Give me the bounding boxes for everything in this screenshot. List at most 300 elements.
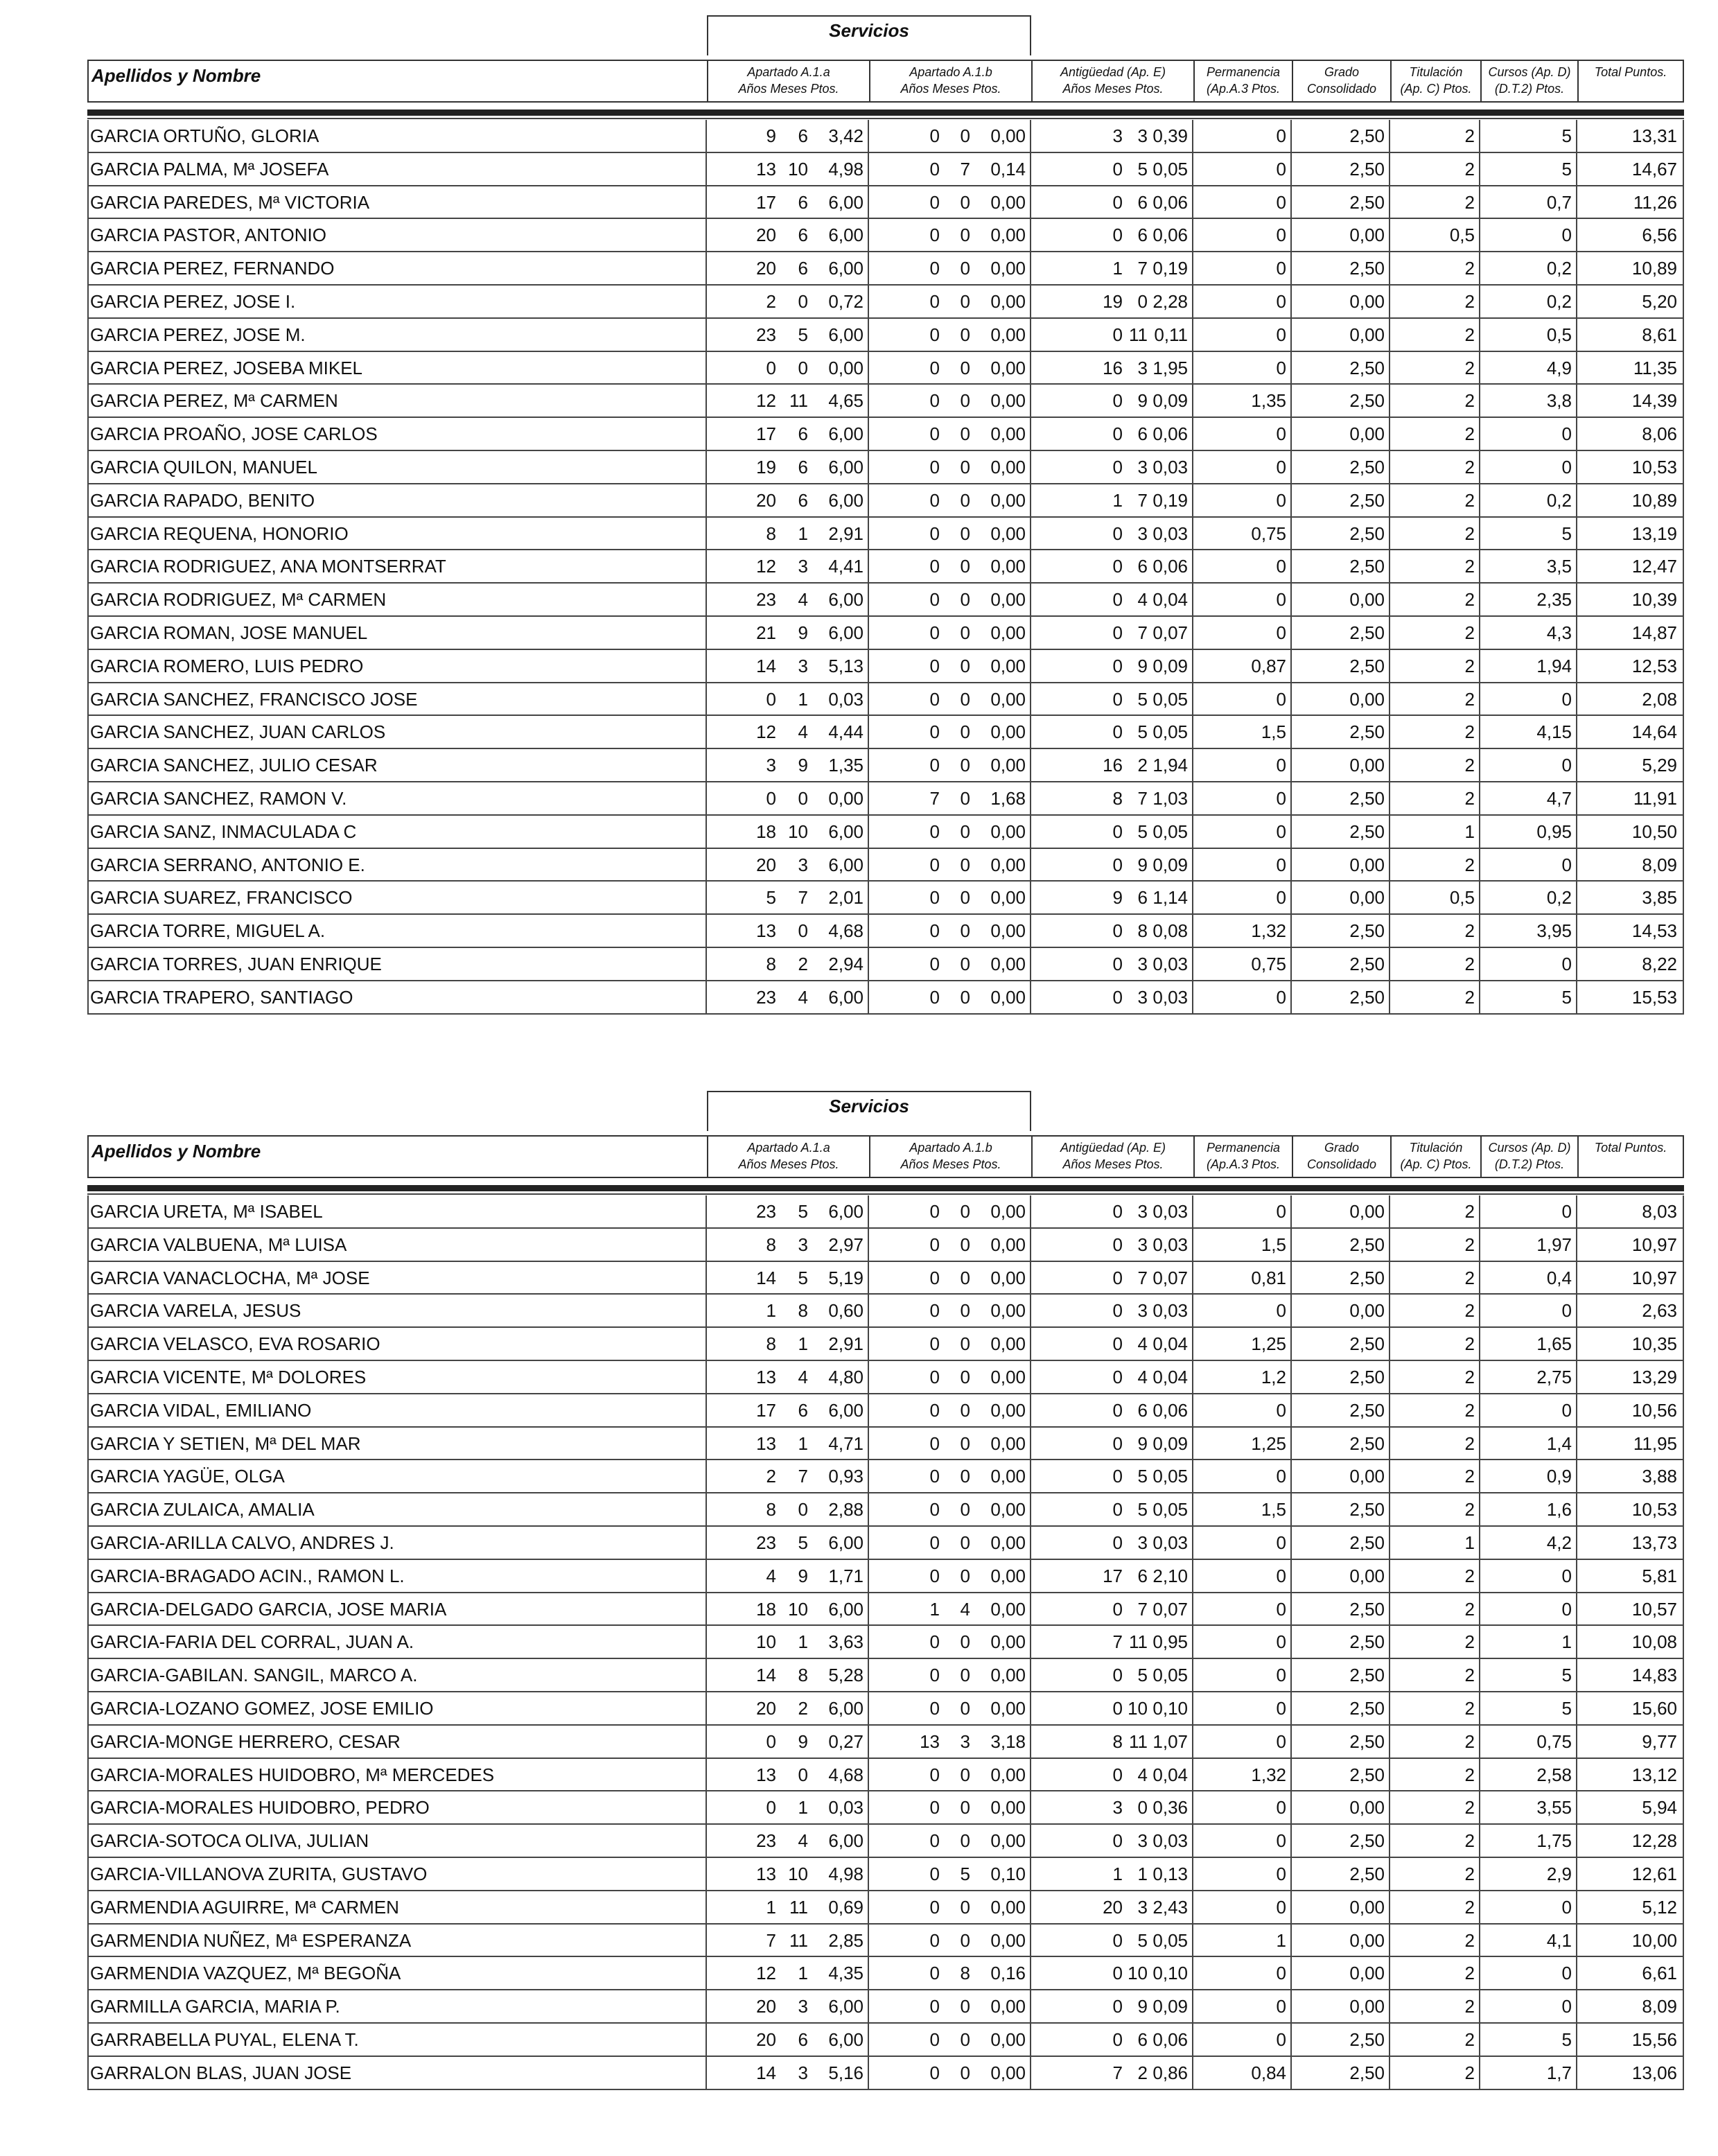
cell-a1b-ptos: 3,18 [990, 1730, 1026, 1752]
column-separator [868, 1262, 869, 1294]
cell-ant-meses: 3 [1137, 456, 1148, 477]
cell-name: GARCIA URETA, Mª ISABEL [90, 1201, 323, 1222]
column-separator [1290, 882, 1292, 913]
cell-cursos: 0,2 [1546, 258, 1572, 279]
cell-name: GARCIA SUAREZ, FRANCISCO [90, 887, 353, 909]
cell-name: GARCIA-MONGE HERRERO, CESAR [90, 1730, 401, 1752]
cell-a1b-meses: 0 [960, 1631, 970, 1653]
column-separator [1192, 1295, 1193, 1326]
cell-a1b-meses: 0 [960, 589, 970, 611]
cell-permanencia: 1,35 [1251, 390, 1286, 412]
column-separator [868, 1428, 869, 1460]
cell-a1b-anos: 0 [929, 589, 940, 611]
column-separator [1192, 1659, 1193, 1691]
column-separator [1030, 186, 1031, 218]
cell-cursos: 0,75 [1536, 1730, 1572, 1752]
cell-a1a-anos: 13 [756, 1863, 776, 1884]
table-row [87, 1262, 1684, 1295]
cell-cursos: 0,9 [1546, 1466, 1572, 1487]
cell-grado: 2,50 [1349, 655, 1385, 676]
column-separator [1192, 120, 1193, 152]
cell-ant-anos: 3 [1112, 125, 1123, 146]
column-separator [1030, 1925, 1031, 1956]
cell-a1a-ptos: 4,65 [828, 390, 864, 412]
column-separator [868, 319, 869, 351]
cell-titulacion: 2 [1464, 1631, 1475, 1653]
cell-a1a-ptos: 6,00 [828, 986, 864, 1008]
column-separator [1192, 1825, 1193, 1857]
column-separator [1030, 1791, 1031, 1823]
column-separator [1192, 650, 1193, 682]
cell-a1b-anos: 0 [929, 258, 940, 279]
column-separator [1192, 1626, 1193, 1658]
column-separator [868, 683, 869, 715]
column-separator [1479, 451, 1480, 483]
cell-name: GARCIA ZULAICA, AMALIA [90, 1499, 315, 1520]
column-separator [1389, 981, 1390, 1013]
cell-ant-anos: 0 [1112, 1665, 1123, 1686]
column-separator [705, 1527, 707, 1559]
column-separator [705, 1394, 707, 1426]
cell-total: 12,53 [1631, 655, 1677, 676]
column-separator [1030, 286, 1031, 317]
cell-titulacion: 2 [1464, 1863, 1475, 1884]
cell-ant-anos: 8 [1112, 787, 1123, 809]
cell-a1a-ptos: 2,94 [828, 953, 864, 974]
cell-a1a-meses: 7 [798, 887, 808, 909]
cell-titulacion: 0,5 [1449, 225, 1475, 246]
cell-a1b-anos: 0 [929, 1863, 940, 1884]
column-separator [1192, 1428, 1193, 1460]
cell-a1b-ptos: 0,00 [990, 1929, 1026, 1951]
cell-titulacion: 2 [1464, 290, 1475, 312]
cell-name: GARCIA VICENTE, Mª DOLORES [90, 1366, 367, 1387]
cell-cursos: 0,5 [1546, 324, 1572, 345]
cell-ant-meses: 3 [1137, 357, 1148, 378]
cell-a1a-ptos: 5,16 [828, 2062, 864, 2083]
column-separator [1576, 1428, 1577, 1460]
column-separator [868, 1659, 869, 1691]
column-separator [1290, 352, 1292, 384]
cell-titulacion: 2 [1464, 920, 1475, 942]
cell-total: 13,12 [1631, 1764, 1677, 1785]
cell-a1b-ptos: 0,00 [990, 1499, 1026, 1520]
cell-a1a-ptos: 2,91 [828, 1333, 864, 1355]
column-separator [1389, 153, 1390, 185]
cell-titulacion: 2 [1464, 1665, 1475, 1686]
cell-ant-anos: 0 [1112, 953, 1123, 974]
header-total: Total Puntos. [1577, 61, 1683, 101]
column-separator [1192, 252, 1193, 284]
cell-ant-ptos: 0,05 [1152, 158, 1188, 179]
cell-a1b-meses: 0 [960, 1399, 970, 1421]
cell-ant-meses: 2 [1137, 2062, 1148, 2083]
cell-cursos: 1,4 [1546, 1432, 1572, 1454]
cell-total: 5,12 [1642, 1896, 1677, 1918]
cell-a1a-meses: 3 [798, 854, 808, 875]
cell-total: 15,56 [1631, 2028, 1677, 2050]
cell-name: GARCIA YAGÜE, OLGA [90, 1466, 285, 1487]
cell-a1a-ptos: 4,68 [828, 920, 864, 942]
cell-ant-ptos: 0,09 [1152, 1996, 1188, 2017]
cell-cursos: 0 [1561, 225, 1572, 246]
cell-name: GARMENDIA AGUIRRE, Mª CARMEN [90, 1896, 399, 1918]
cell-total: 8,06 [1642, 423, 1677, 445]
cell-total: 13,19 [1631, 523, 1677, 544]
header-titulacion: Titulación (Ap. C) Ptos. [1390, 1137, 1480, 1177]
column-separator [705, 1825, 707, 1857]
column-separator [1479, 1759, 1480, 1791]
header-divider [87, 109, 1684, 116]
column-separator [1030, 1262, 1031, 1294]
cell-grado: 0,00 [1349, 1201, 1385, 1222]
cell-grado: 0,00 [1349, 290, 1385, 312]
cell-ant-ptos: 0,09 [1152, 390, 1188, 412]
cell-a1b-meses: 0 [960, 423, 970, 445]
column-separator [1030, 319, 1031, 351]
column-separator [1576, 1229, 1577, 1261]
column-separator [1290, 1394, 1292, 1426]
cell-total: 10,89 [1631, 489, 1677, 511]
table-row [87, 1791, 1684, 1825]
cell-name: GARCIA SANZ, INMACULADA C [90, 821, 357, 842]
cell-a1a-meses: 11 [789, 390, 808, 412]
table-row [87, 1394, 1684, 1428]
cell-ant-meses: 5 [1137, 821, 1148, 842]
cell-titulacion: 2 [1464, 1598, 1475, 1620]
column-separator [1030, 219, 1031, 251]
cell-a1b-anos: 0 [929, 1830, 940, 1852]
column-separator [1389, 882, 1390, 913]
column-separator [1576, 120, 1577, 152]
cell-ant-ptos: 0,10 [1152, 1697, 1188, 1719]
table-row [87, 650, 1684, 683]
column-separator [1192, 1195, 1193, 1227]
cell-grado: 2,50 [1349, 1697, 1385, 1719]
cell-a1a-meses: 2 [798, 953, 808, 974]
column-separator [1192, 2057, 1193, 2089]
cell-grado: 2,50 [1349, 920, 1385, 942]
column-separator [1389, 1726, 1390, 1758]
cell-name: GARMENDIA NUÑEZ, Mª ESPERANZA [90, 1929, 412, 1951]
cell-ant-anos: 0 [1112, 456, 1123, 477]
cell-permanencia: 1,5 [1261, 721, 1286, 743]
column-separator [1030, 782, 1031, 814]
column-separator [1290, 849, 1292, 881]
column-separator [1389, 1925, 1390, 1956]
cell-titulacion: 2 [1464, 622, 1475, 643]
cell-a1a-ptos: 0,93 [828, 1466, 864, 1487]
cell-ant-meses: 3 [1137, 986, 1148, 1008]
table-row [87, 550, 1684, 584]
column-separator [1479, 1262, 1480, 1294]
column-separator [868, 186, 869, 218]
cell-name: GARCIA SANCHEZ, JUAN CARLOS [90, 721, 386, 743]
cell-ant-anos: 3 [1112, 1797, 1123, 1818]
cell-a1b-anos: 0 [929, 1797, 940, 1818]
cell-a1a-ptos: 6,00 [828, 1532, 864, 1553]
cell-a1a-anos: 8 [766, 953, 776, 974]
cell-ant-anos: 0 [1112, 556, 1123, 577]
cell-a1a-ptos: 6,00 [828, 2028, 864, 2050]
cell-a1a-meses: 6 [798, 456, 808, 477]
cell-name: GARCIA TRAPERO, SANTIAGO [90, 986, 353, 1008]
column-separator [1389, 319, 1390, 351]
cell-titulacion: 2 [1464, 655, 1475, 676]
column-separator [1576, 2024, 1577, 2056]
cell-cursos: 0,2 [1546, 887, 1572, 909]
table-row [87, 352, 1684, 385]
cell-a1a-anos: 20 [756, 1996, 776, 2017]
column-separator [1479, 319, 1480, 351]
cell-a1a-meses: 4 [798, 721, 808, 743]
cell-titulacion: 2 [1464, 787, 1475, 809]
cell-a1b-meses: 0 [960, 854, 970, 875]
column-separator [868, 451, 869, 483]
column-separator [1389, 186, 1390, 218]
cell-permanencia: 1,5 [1261, 1234, 1286, 1255]
cell-permanencia: 1,32 [1251, 920, 1286, 942]
column-separator [1290, 716, 1292, 748]
column-separator [868, 120, 869, 152]
cell-a1a-anos: 17 [756, 191, 776, 213]
cell-name: GARCIA TORRES, JUAN ENRIQUE [90, 953, 382, 974]
cell-ant-ptos: 0,06 [1152, 423, 1188, 445]
cell-ant-meses: 9 [1137, 1996, 1148, 2017]
cell-cursos: 3,5 [1546, 556, 1572, 577]
cell-total: 15,53 [1631, 986, 1677, 1008]
column-separator [1030, 484, 1031, 516]
cell-permanencia: 1,32 [1251, 1764, 1286, 1785]
cell-total: 3,88 [1642, 1466, 1677, 1487]
cell-ant-meses: 4 [1137, 1366, 1148, 1387]
cell-cursos: 2,58 [1536, 1764, 1572, 1785]
cell-a1b-ptos: 0,00 [990, 2062, 1026, 2083]
cell-a1a-anos: 0 [766, 688, 776, 710]
column-separator [868, 1493, 869, 1525]
cell-grado: 2,50 [1349, 258, 1385, 279]
cell-ant-ptos: 0,03 [1152, 456, 1188, 477]
cell-a1a-anos: 12 [756, 556, 776, 577]
cell-grado: 2,50 [1349, 622, 1385, 643]
column-separator [1192, 1328, 1193, 1360]
cell-cursos: 4,2 [1546, 1532, 1572, 1553]
column-separator [1030, 1328, 1031, 1360]
cell-grado: 2,50 [1349, 986, 1385, 1008]
cell-a1b-meses: 0 [960, 1896, 970, 1918]
cell-a1a-ptos: 1,71 [828, 1565, 864, 1586]
cell-a1b-anos: 0 [929, 920, 940, 942]
column-separator [705, 650, 707, 682]
column-separator [1290, 816, 1292, 848]
column-separator [1290, 1361, 1292, 1393]
column-separator [1479, 584, 1480, 615]
column-separator [1030, 1394, 1031, 1426]
column-separator [1030, 2024, 1031, 2056]
cell-a1a-meses: 9 [798, 622, 808, 643]
cell-a1b-anos: 0 [929, 2062, 940, 2083]
cell-a1a-anos: 21 [756, 622, 776, 643]
cell-a1a-ptos: 3,42 [828, 125, 864, 146]
cell-a1b-anos: 0 [929, 158, 940, 179]
column-separator [868, 1560, 869, 1592]
cell-ant-meses: 6 [1137, 556, 1148, 577]
column-separator [705, 1891, 707, 1923]
cell-a1a-anos: 20 [756, 258, 776, 279]
cell-titulacion: 2 [1464, 1267, 1475, 1288]
cell-total: 8,09 [1642, 854, 1677, 875]
cell-ant-ptos: 0,04 [1152, 1366, 1188, 1387]
column-separator [705, 1659, 707, 1691]
cell-ant-anos: 1 [1112, 1863, 1123, 1884]
column-separator [1479, 1825, 1480, 1857]
column-separator [1290, 1493, 1292, 1525]
column-separator [1576, 1990, 1577, 2022]
cell-a1b-anos: 0 [929, 1366, 940, 1387]
cell-titulacion: 2 [1464, 2028, 1475, 2050]
cell-name: GARCIA PEREZ, JOSEBA MIKEL [90, 357, 363, 378]
cell-a1b-meses: 0 [960, 986, 970, 1008]
column-separator [1479, 1428, 1480, 1460]
cell-a1b-meses: 0 [960, 1764, 970, 1785]
cell-a1a-anos: 20 [756, 854, 776, 875]
cell-grado: 0,00 [1349, 688, 1385, 710]
cell-cursos: 0 [1561, 1963, 1572, 1984]
table-row [87, 1925, 1684, 1958]
cell-a1b-anos: 0 [929, 655, 940, 676]
cell-a1a-ptos: 0,60 [828, 1300, 864, 1322]
cell-a1a-ptos: 6,00 [828, 622, 864, 643]
cell-a1a-meses: 3 [798, 655, 808, 676]
cell-name: GARRABELLA PUYAL, ELENA T. [90, 2028, 359, 2050]
cell-ant-ptos: 1,94 [1152, 755, 1188, 776]
cell-name: GARCIA PEREZ, FERNANDO [90, 258, 335, 279]
cell-permanencia: 1,25 [1251, 1432, 1286, 1454]
cell-a1a-ptos: 6,00 [828, 456, 864, 477]
cell-grado: 2,50 [1349, 125, 1385, 146]
column-separator [868, 584, 869, 615]
cell-ant-ptos: 0,06 [1152, 1399, 1188, 1421]
cell-titulacion: 2 [1464, 1764, 1475, 1785]
cell-a1b-ptos: 0,00 [990, 589, 1026, 611]
column-separator [1479, 683, 1480, 715]
cell-ant-anos: 0 [1112, 1333, 1123, 1355]
cell-name: GARCIA ROMERO, LUIS PEDRO [90, 655, 364, 676]
column-separator [1479, 1229, 1480, 1261]
cell-titulacion: 2 [1464, 456, 1475, 477]
cell-total: 6,61 [1642, 1963, 1677, 1984]
cell-a1a-meses: 3 [798, 1234, 808, 1255]
cell-a1b-anos: 0 [929, 1896, 940, 1918]
column-separator [1576, 2057, 1577, 2089]
cell-a1a-anos: 13 [756, 1366, 776, 1387]
header-antiguedad: Antigüedad (Ap. E) Años Meses Ptos. [1031, 1137, 1193, 1177]
cell-a1a-meses: 11 [789, 1896, 808, 1918]
cell-ant-meses: 3 [1137, 1201, 1148, 1222]
cell-permanencia: 0 [1276, 1565, 1286, 1586]
column-separator [1192, 1990, 1193, 2022]
cell-name: GARCIA SANCHEZ, JULIO CESAR [90, 755, 378, 776]
cell-name: GARCIA ROMAN, JOSE MANUEL [90, 622, 368, 643]
cell-name: GARCIA PEREZ, Mª CARMEN [90, 390, 338, 412]
cell-a1a-anos: 14 [756, 655, 776, 676]
column-separator [1389, 1493, 1390, 1525]
cell-ant-ptos: 0,06 [1152, 191, 1188, 213]
cell-a1b-meses: 0 [960, 456, 970, 477]
column-separator [1030, 1990, 1031, 2022]
cell-grado: 0,00 [1349, 1300, 1385, 1322]
cell-name: GARCIA PAREDES, Mª VICTORIA [90, 191, 370, 213]
column-separator [1576, 584, 1577, 615]
column-separator [1192, 186, 1193, 218]
cell-a1a-ptos: 5,19 [828, 1267, 864, 1288]
cell-a1a-meses: 3 [798, 2062, 808, 2083]
column-separator [1030, 716, 1031, 748]
cell-ant-anos: 16 [1103, 357, 1123, 378]
column-separator [1576, 1295, 1577, 1326]
column-separator [1389, 1295, 1390, 1326]
cell-a1b-anos: 0 [929, 1234, 940, 1255]
header-cursos: Cursos (Ap. D) (D.T.2) Ptos. [1480, 61, 1577, 101]
cell-ant-ptos: 2,28 [1152, 290, 1188, 312]
cell-permanencia: 0,84 [1251, 2062, 1286, 2083]
column-separator [705, 120, 707, 152]
column-separator [705, 484, 707, 516]
column-separator [1030, 1195, 1031, 1227]
column-separator [1030, 915, 1031, 947]
cell-a1a-meses: 6 [798, 225, 808, 246]
column-separator [1290, 1262, 1292, 1294]
column-separator [1389, 1394, 1390, 1426]
cell-total: 12,47 [1631, 556, 1677, 577]
column-separator [1192, 518, 1193, 550]
column-separator [1576, 849, 1577, 881]
cell-a1b-meses: 0 [960, 2028, 970, 2050]
cell-a1a-meses: 6 [798, 258, 808, 279]
column-separator [1576, 286, 1577, 317]
cell-titulacion: 2 [1464, 357, 1475, 378]
cell-cursos: 0 [1561, 423, 1572, 445]
cell-a1b-ptos: 0,00 [990, 1333, 1026, 1355]
cell-grado: 2,50 [1349, 191, 1385, 213]
cell-a1b-meses: 0 [960, 258, 970, 279]
table-row [87, 1527, 1684, 1560]
cell-grado: 2,50 [1349, 821, 1385, 842]
cell-total: 8,03 [1642, 1201, 1677, 1222]
cell-grado: 0,00 [1349, 887, 1385, 909]
table-row [87, 1460, 1684, 1493]
cell-ant-meses: 6 [1137, 1399, 1148, 1421]
column-separator [1192, 749, 1193, 781]
table-row [87, 882, 1684, 915]
column-separator [1479, 915, 1480, 947]
column-separator [1030, 1825, 1031, 1857]
table-row [87, 716, 1684, 749]
column-separator [1479, 849, 1480, 881]
column-separator [868, 1891, 869, 1923]
cell-permanencia: 0 [1276, 357, 1286, 378]
cell-a1b-ptos: 0,00 [990, 324, 1026, 345]
cell-grado: 2,50 [1349, 1499, 1385, 1520]
cell-a1b-meses: 0 [960, 191, 970, 213]
cell-ant-ptos: 0,36 [1152, 1797, 1188, 1818]
cell-a1b-meses: 0 [960, 1366, 970, 1387]
column-separator [1389, 352, 1390, 384]
column-separator [705, 1195, 707, 1227]
column-separator [1576, 716, 1577, 748]
cell-ant-ptos: 0,05 [1152, 721, 1188, 743]
cell-ant-meses: 5 [1137, 158, 1148, 179]
